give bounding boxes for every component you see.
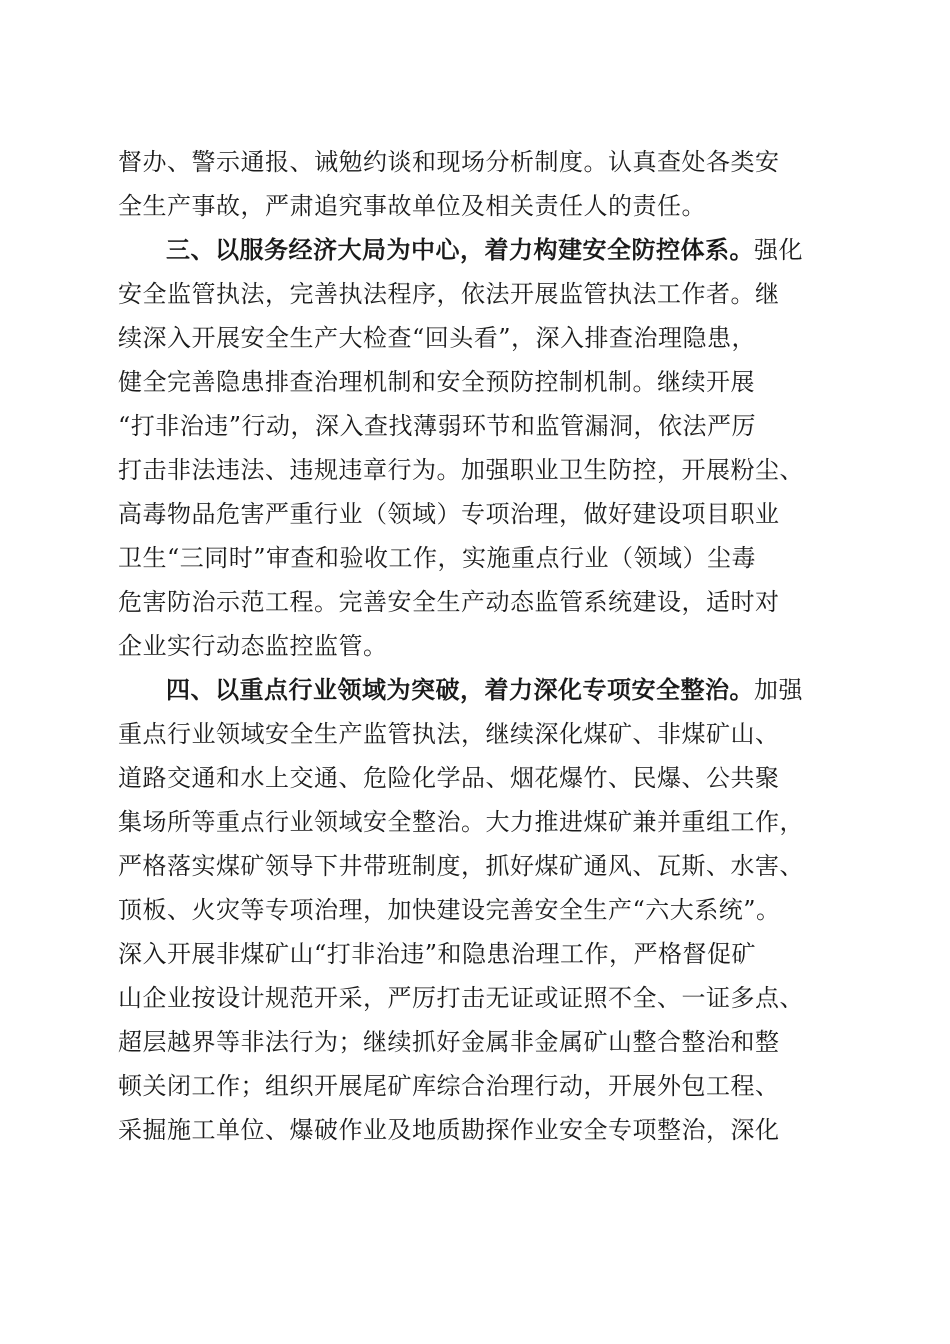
paragraph-line: 督办、警示通报、诫勉约谈和现场分析制度。认真查处各类安 xyxy=(118,148,780,176)
paragraph-line: 顶板、火灾等专项治理，加快建设完善安全生产“六大系统”。 xyxy=(118,896,781,924)
paragraph-line: 山企业按设计规范开采，严厉打击无证或证照不全、一证多点、 xyxy=(118,984,804,1012)
section-four-heading: 四、以重点行业领域为突破，着力深化专项安全整治。 xyxy=(166,675,754,704)
paragraph-line: 危害防治示范工程。完善安全生产动态监管系统建设，适时对 xyxy=(118,588,780,616)
paragraph-line: 打击非法违法、违规违章行为。加强职业卫生防控，开展粉尘、 xyxy=(118,456,804,484)
paragraph-line: 道路交通和水上交通、危险化学品、烟花爆竹、民爆、公共聚 xyxy=(118,764,780,792)
paragraph-line: 高毒物品危害严重行业（领域）专项治理，做好建设项目职业 xyxy=(118,500,780,528)
section-three-heading: 三、以服务经济大局为中心，着力构建安全防控体系。 xyxy=(166,235,754,264)
paragraph-line: 采掘施工单位、爆破作业及地质勘探作业安全专项整治，深化 xyxy=(118,1116,780,1144)
paragraph-line: “打非治违”行动，深入查找薄弱环节和监管漏洞，依法严厉 xyxy=(118,412,757,440)
paragraph-line: 企业实行动态监控监管。 xyxy=(118,632,388,660)
section-four-first-line xyxy=(166,670,838,710)
paragraph-line: 全生产事故，严肃追究事故单位及相关责任人的责任。 xyxy=(118,192,706,220)
paragraph-line: 集场所等重点行业领域安全整治。大力推进煤矿兼并重组工作， xyxy=(118,808,804,836)
paragraph-line: 深入开展非煤矿山“打非治违”和隐患治理工作，严格督促矿 xyxy=(118,940,757,968)
paragraph-line: 顿关闭工作；组织开展尾矿库综合治理行动，开展外包工程、 xyxy=(118,1072,780,1100)
paragraph-text: 强化 xyxy=(754,236,803,264)
section-three-first-line xyxy=(166,230,838,270)
paragraph-text: 加强 xyxy=(754,676,803,704)
paragraph-line: 续深入开展安全生产大检查“回头看”，深入排查治理隐患， xyxy=(118,324,757,352)
paragraph-line: 健全完善隐患排查治理机制和安全预防控制机制。继续开展 xyxy=(118,368,755,396)
paragraph-line: 安全监管执法，完善执法程序，依法开展监管执法工作者。继 xyxy=(118,280,780,308)
paragraph-line: 严格落实煤矿领导下井带班制度，抓好煤矿通风、瓦斯、水害、 xyxy=(118,852,804,880)
paragraph-line: 重点行业领域安全生产监管执法，继续深化煤矿、非煤矿山、 xyxy=(118,720,780,748)
paragraph-line: 超层越界等非法行为；继续抓好金属非金属矿山整合整治和整 xyxy=(118,1028,780,1056)
paragraph-line: 卫生“三同时”审查和验收工作，实施重点行业（领域）尘毒 xyxy=(118,544,757,572)
